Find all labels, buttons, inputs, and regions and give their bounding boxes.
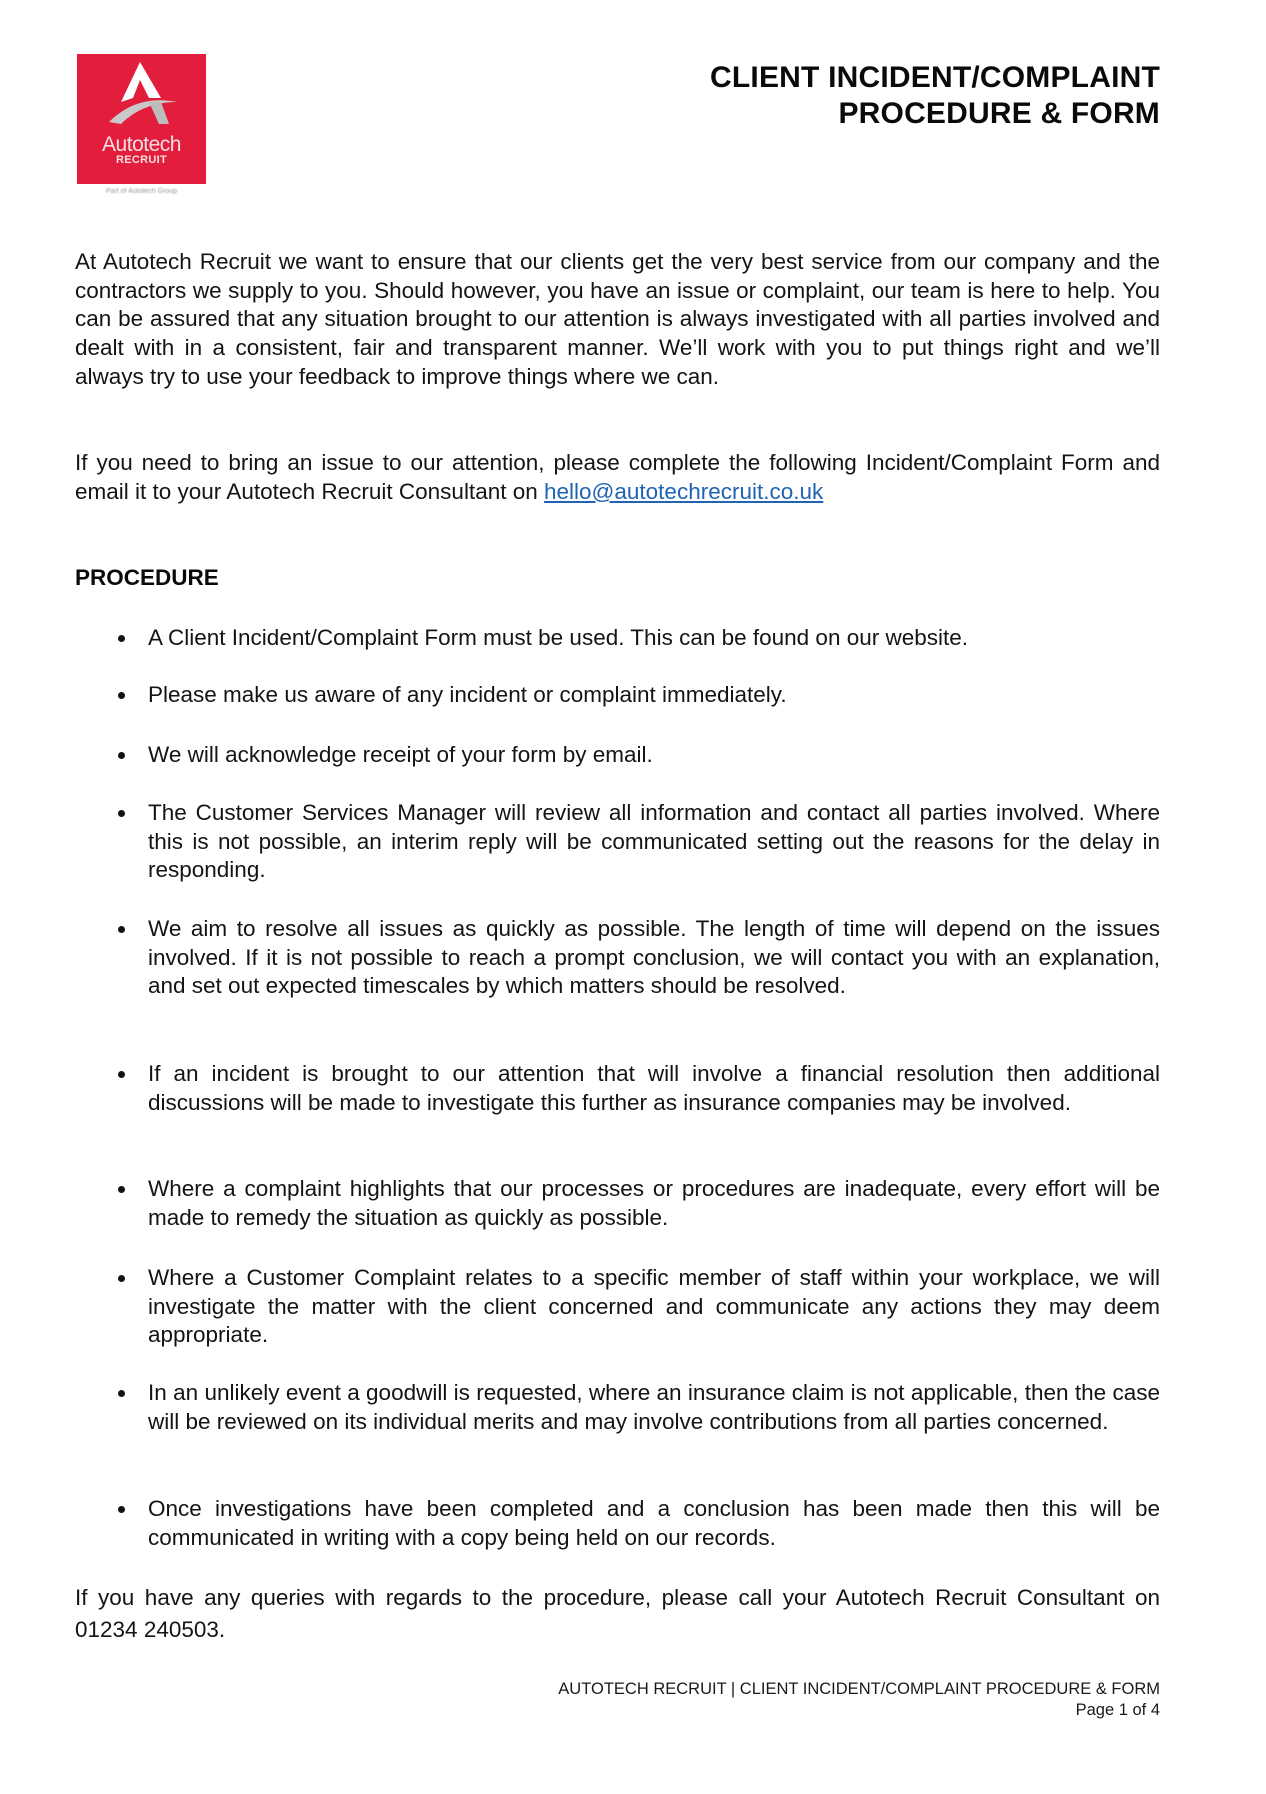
logo-a-mark-icon [77, 54, 206, 134]
title-line-1: CLIENT INCIDENT/COMPLAINT [710, 61, 1160, 94]
procedure-item-text: We will acknowledge receipt of your form by email. [148, 742, 653, 767]
procedure-item [148, 915, 1160, 1001]
procedure-item-text: Once investigations have been completed and a conclusion has been made then this will be communicated in writing with a copy being held on our records. [148, 1496, 1160, 1550]
logo-brand-text: Autotech [102, 133, 181, 156]
bullet-icon [118, 1071, 125, 1078]
procedure-item [148, 1060, 1160, 1117]
intro-paragraph: At Autotech Recruit we want to ensure that our clients get the very best service from our company and the contractors we supply to you. Should however, you have an issue or complaint, our team is here to help. You can be assured that any situation brought to our attention is always investigated with all parties involved and dealt with in a consistent, fair and transparent manner. We’ll work with you to put things right and we’ll always try to use your feedback to improve things where we can. [75, 249, 1160, 389]
bullet-icon [118, 752, 125, 759]
procedure-item [148, 1495, 1160, 1552]
logo-sub-text: RECRUIT [116, 154, 167, 166]
procedure-item [148, 624, 1160, 653]
procedure-item-text: The Customer Services Manager will review all information and contact all parties involved. Where this is not possible, an interim reply will be communicated setting out the reasons for the delay in responding. [148, 800, 1160, 883]
bullet-icon [118, 635, 125, 642]
bullet-icon [118, 1390, 125, 1397]
bullet-icon [118, 1275, 125, 1282]
procedure-item-text: We aim to resolve all issues as quickly as possible. The length of time will depend on the issues involved. If it is not possible to reach a prompt conclusion, we will contact you with an explanation, and set out expected timescales by which matters should be resolved. [148, 916, 1160, 999]
bullet-icon [118, 1186, 125, 1193]
procedure-item-text: Where a complaint highlights that our processes or procedures are inadequate, every effort will be made to remedy the situation as quickly as possible. [148, 1176, 1160, 1230]
company-logo [77, 54, 206, 184]
procedure-item [148, 1379, 1160, 1436]
procedure-item-text: Where a Customer Complaint relates to a specific member of staff within your workplace, we will investigate the matter with the client concerned and communicate any actions they may deem appropriate. [148, 1265, 1160, 1348]
page-footer [558, 1679, 1160, 1721]
bullet-icon [118, 1506, 125, 1513]
procedure-item-text: Please make us aware of any incident or complaint immediately. [148, 682, 787, 707]
procedure-item [148, 1264, 1160, 1350]
procedure-item-text: A Client Incident/Complaint Form must be used. This can be found on our website. [148, 625, 969, 650]
procedure-item [148, 1175, 1160, 1232]
bullet-icon [118, 810, 125, 817]
procedure-heading: PROCEDURE [75, 565, 219, 590]
logo-caption: Part of Autotech Group [105, 188, 178, 195]
contact-text: If you need to bring an issue to our attention, please complete the following Incident/Complaint Form and email it to your Autotech Recruit Consultant on [75, 450, 1160, 504]
bullet-icon [118, 692, 125, 699]
document-title [710, 60, 1160, 132]
title-line-2: PROCEDURE & FORM [838, 97, 1160, 130]
procedure-item [148, 741, 1160, 770]
closing-paragraph: If you have any queries with regards to the procedure, please call your Autotech Recruit Consultant on 01234 240503. [75, 1585, 1160, 1642]
bullet-icon [118, 926, 125, 933]
contact-paragraph [75, 449, 1160, 506]
email-link[interactable]: hello@autotechrecruit.co.uk [544, 478, 824, 504]
procedure-item-text: If an incident is brought to our attention that will involve a financial resolution then additional discussions will be made to investigate this further as insurance companies may be involved. [148, 1061, 1160, 1115]
procedure-item [148, 681, 1160, 710]
page-number: Page 1 of 4 [1075, 1701, 1160, 1719]
footer-title: AUTOTECH RECRUIT | CLIENT INCIDENT/COMPLAINT PROCEDURE & FORM [558, 1680, 1160, 1698]
procedure-item-text: In an unlikely event a goodwill is requested, where an insurance claim is not applicable, then the case will be reviewed on its individual merits and may involve contributions from all parties concerned. [148, 1380, 1160, 1434]
procedure-item [148, 799, 1160, 885]
